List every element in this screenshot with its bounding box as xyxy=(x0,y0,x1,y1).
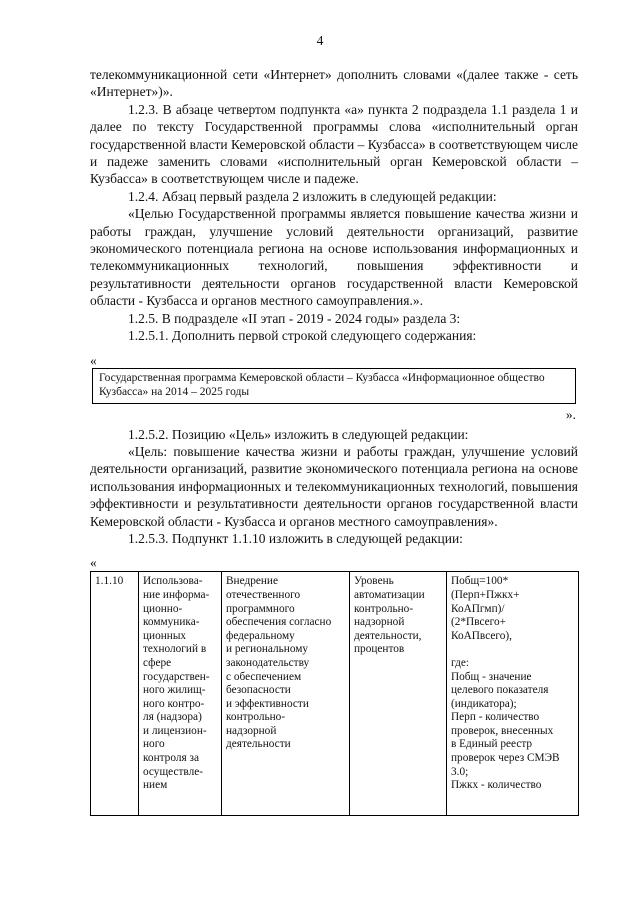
paragraph-goal-quote: «Целью Государственной программы является повышение качества жизни и работы граждан, улучшение условий деятельности организаций, развитие экономического потенциала региона на основе использования информационных и телекоммуникационных технологий, повышения эффективности и результативности деятельности органов государственной власти Кемеровской области - Кузбасса и органов местного самоуправления.». xyxy=(90,206,578,309)
quote-close-mark: ». xyxy=(565,406,576,422)
cell-number: 1.1.10 xyxy=(91,572,139,816)
page-number: 4 xyxy=(316,33,324,48)
quote-open-mark: « xyxy=(90,352,97,368)
document-body xyxy=(90,66,578,816)
indicator-table xyxy=(90,571,579,816)
program-title-box: Государственная программа Кемеровской области – Кузбасса «Информационное общество Кузбасса» на 2014 – 2025 годы xyxy=(92,368,576,404)
table-row xyxy=(91,572,579,816)
paragraph-continuation: телекоммуникационной сети «Интернет» дополнить словами «(далее также - сеть «Интернет»)». xyxy=(90,67,578,100)
spacer xyxy=(90,345,578,353)
spacer xyxy=(90,547,578,555)
paragraph-1-2-5-1: 1.2.5.1. Дополнить первой строкой следующего содержания: xyxy=(128,328,477,344)
cell-event-name: Использова- ние информа- ционно- коммуника- ционных технологий в сфере государствен- ного жилищ- ного контро- ля (надзора) и лицензион- ного контроля за осуществле- нием xyxy=(139,572,222,816)
cell-formula: Побщ=100* (Перп+Пжкх+ КоАПгмп)/ (2*Пвсего+ КоАПвсего), где: Побщ - значение целевого показателя (индикатора); Перп - количество проверок, внесенных в Единый реестр проверок через СМЭВ 3.0; Пжкх - количество xyxy=(447,572,579,816)
paragraph-1-2-5-2: 1.2.5.2. Позицию «Цель» изложить в следующей редакции: xyxy=(128,426,469,442)
paragraph-1-2-4: 1.2.4. Абзац первый раздела 2 изложить в следующей редакции: xyxy=(128,188,497,204)
paragraph-goal-text: «Цель: повышение качества жизни и работы граждан, улучшение условий деятельности организаций, развитие экономического потенциала региона на основе использования информационных и телекоммуникационных технологий, повышения эффективности и результативности деятельности органов государственной власти Кемеровской области - Кузбасса и органов местного самоуправления». xyxy=(90,443,578,529)
paragraph-1-2-3: 1.2.3. В абзаце четвертом подпункта «а» пункта 2 подраздела 1.1 раздела 1 и далее по тексту Государственной программы слова «исполнительный орган государственной власти Кемеровской области – Кузбасса» в соответствующем числе и падеже заменить словами «исполнительный орган Кемеровской области – Кузбасса» в соответствующем числе и падеже. xyxy=(90,101,578,187)
paragraph-1-2-5-3: 1.2.5.3. Подпункт 1.1.10 изложить в следующей редакции: xyxy=(128,530,463,546)
cell-indicator: Уровень автоматизации контрольно- надзорной деятельности, процентов xyxy=(350,572,447,816)
cell-description: Внедрение отечественного программного обеспечения согласно федеральному и региональному законодательству с обеспечением безопасности и эффективности контрольно- надзорной деятельности xyxy=(222,572,350,816)
paragraph-1-2-5: 1.2.5. В подразделе «II этап - 2019 - 2024 годы» раздела 3: xyxy=(128,310,461,326)
quote-open-mark-2: « xyxy=(90,555,97,571)
